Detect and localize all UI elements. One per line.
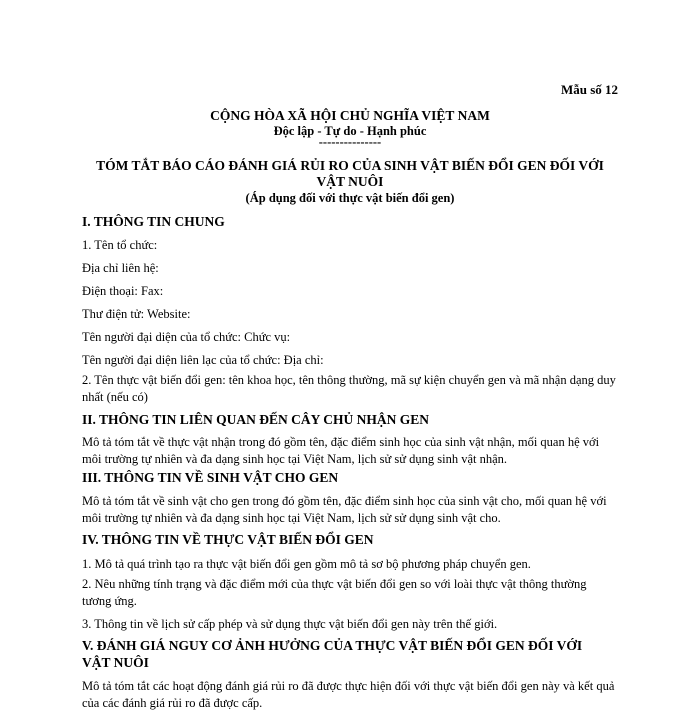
section-4-heading: IV. THÔNG TIN VỀ THỰC VẬT BIẾN ĐỔI GEN xyxy=(82,532,374,547)
form-number: Mẫu số 12 xyxy=(560,82,618,97)
section-1-item: Tên người đại diện liên lạc của tổ chức: Địa chỉ: xyxy=(82,353,324,367)
section-1-item: 1. Tên tổ chức: xyxy=(82,238,158,252)
section-4-item: 3. Thông tin về lịch sử cấp phép và sử dụng thực vật biến đổi gen này trên thế giới. xyxy=(82,617,498,631)
section-2-heading: II. THÔNG TIN LIÊN QUAN ĐẾN CÂY CHỦ NHẬN GEN xyxy=(82,412,430,427)
section-5-text: Mô tả tóm tắt các hoạt động đánh giá rủi ro đã được thực hiện đối với thực vật biến đổi gen này và kết quả của các đánh giá rủi ro đã được cấp. xyxy=(82,679,615,710)
section-5-heading-line1: V. ĐÁNH GIÁ NGUY CƠ ẢNH HƯỞNG CỦA THỰC VẬT BIẾN ĐỔI GEN ĐỐI VỚI xyxy=(82,638,583,653)
section-1-item: Thư điện tử: Website: xyxy=(82,307,191,321)
header-separator: --------------- xyxy=(318,135,382,149)
section-3-heading: III. THÔNG TIN VỀ SINH VẬT CHO GEN xyxy=(82,470,339,485)
section-1-item: Địa chỉ liên hệ: xyxy=(82,261,159,275)
doc-subtitle: (Áp dụng đối với thực vật biến đổi gen) xyxy=(245,191,455,205)
motto: Độc lập - Tự do - Hạnh phúc xyxy=(273,124,427,138)
section-1-item: Tên người đại diện của tổ chức: Chức vụ: xyxy=(82,330,291,344)
section-2-text: Mô tả tóm tắt về thực vật nhận trong đó gồm tên, đặc điểm sinh học của sinh vật nhận, mối quan hệ với môi trường tự nhiên và đa dạng sinh học tại Việt Nam, lịch sử sử dụng sinh vật nhận. xyxy=(82,435,600,466)
country-name: CỘNG HÒA XÃ HỘI CHỦ NGHĨA VIỆT NAM xyxy=(210,108,490,123)
doc-title-line2: VẬT NUÔI xyxy=(316,174,384,189)
section-5-heading-line2: VẬT NUÔI xyxy=(82,655,149,670)
section-1-heading: I. THÔNG TIN CHUNG xyxy=(82,214,225,229)
section-4-item: 2. Nêu những tính trạng và đặc điểm mới của thực vật biến đổi gen so với loài thực vật thông thường tương ứng. xyxy=(82,577,587,608)
section-1-item: Điện thoại: Fax: xyxy=(82,284,164,298)
section-1-item: 2. Tên thực vật biến đổi gen: tên khoa học, tên thông thường, mã sự kiện chuyển gen và mã nhận dạng duy nhất (nếu có) xyxy=(82,373,616,404)
doc-title-line1: TÓM TẮT BÁO CÁO ĐÁNH GIÁ RỦI RO CỦA SINH VẬT BIẾN ĐỔI GEN ĐỐI VỚI xyxy=(96,158,604,173)
section-3-text: Mô tả tóm tắt về sinh vật cho gen trong đó gồm tên, đặc điểm sinh học của sinh vật cho, mối quan hệ với môi trường tự nhiên và đa dạng sinh học tại Việt Nam, lịch sử sử dụng sinh vật cho. xyxy=(82,494,607,525)
section-4-item: 1. Mô tả quá trình tạo ra thực vật biến đổi gen gồm mô tả sơ bộ phương pháp chuyển gen. xyxy=(82,557,531,571)
